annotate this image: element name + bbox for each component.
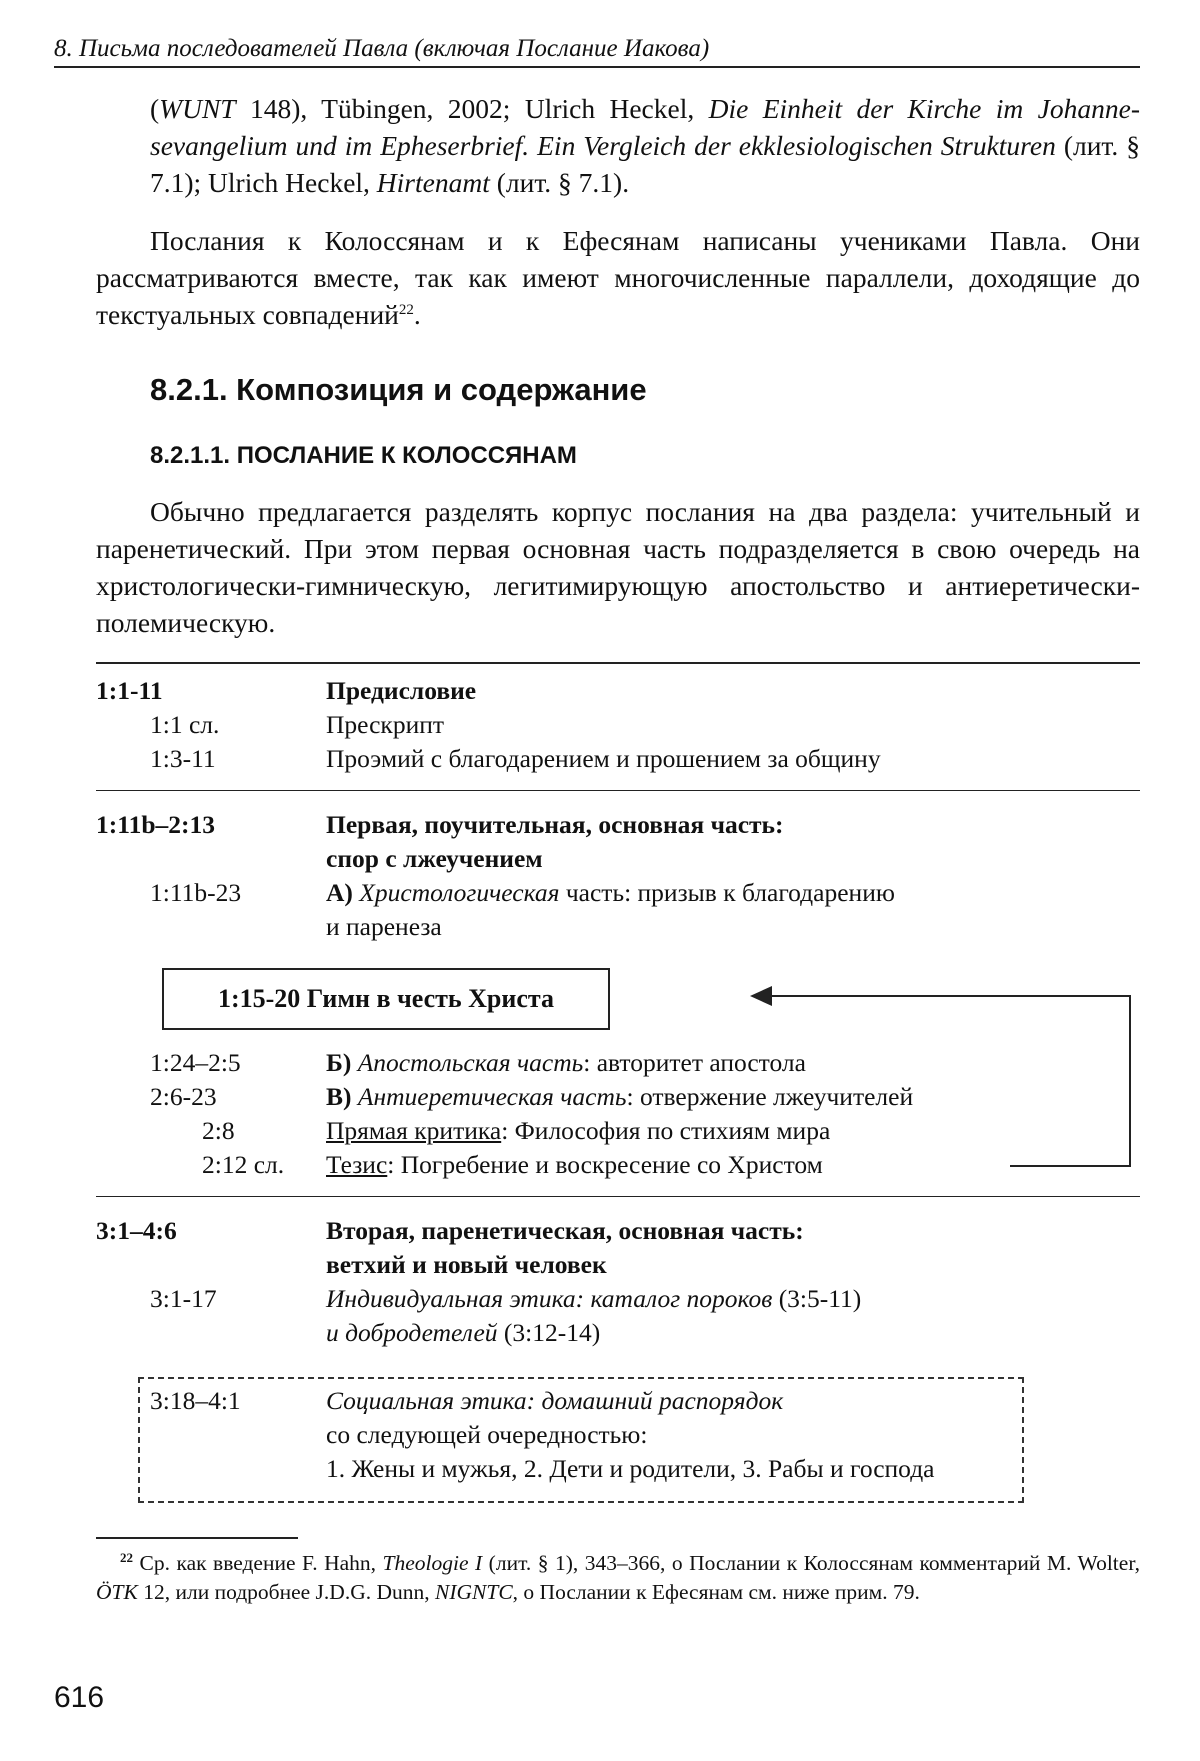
outline-item (326, 1046, 1116, 1080)
outline-ref: 1:11b–2:13 (96, 810, 216, 839)
outline-ref: 2:6-23 (150, 1082, 217, 1111)
item-text: : авторитет апостола (583, 1048, 806, 1077)
outline-ref: 1:1-11 (96, 676, 163, 705)
paragraph-text: Послания к Колоссянам и к Ефесянам написаны учениками Павла. Они рассматриваются вместе, так как имеют многочисленные параллели, доходящие до текстуальных совпадений (96, 225, 1140, 330)
outline-item (326, 1114, 1116, 1148)
item-underlined: Тезис (326, 1150, 388, 1179)
series-name: NIGNTC (435, 1580, 513, 1604)
outline-ref: 1:24–2:5 (150, 1048, 241, 1077)
item-label: Б) (326, 1048, 352, 1077)
outline-item (326, 1316, 1116, 1350)
item-text: (3:12-14) (497, 1318, 601, 1347)
outline-item: 1. Жены и мужья, 2. Дети и родители, 3. Рабы и господа (326, 1454, 935, 1483)
paragraph-structure: Обычно предлагается разделять корпус послания на два раздела: учительный и паренетический. При этом первая основная часть подразделяется в свою очередь на христологически-гимническую, легитимирующую апостольство и антиеретически-полемическую. (96, 496, 1140, 638)
section-heading: 8.2.1. Композиция и содержание (150, 372, 647, 407)
outline-item (326, 1080, 1116, 1114)
page-number: 616 (54, 1681, 105, 1714)
book-title: Die Einheit der Kirche im Johannesevangelium und im Epheserbrief. Ein Vergleich der ekklesiologischen Strukturen (150, 93, 1140, 161)
text-span: (лит. § 7.1). (489, 167, 630, 198)
item-label: В) (326, 1082, 352, 1111)
outline-ref: 3:1–4:6 (96, 1216, 177, 1245)
intro-references (150, 90, 1140, 201)
outline-ref: 1:3-11 (150, 744, 216, 773)
outline-ref: 2:8 (202, 1116, 235, 1145)
item-ital: Индивидуальная этика: каталог пороков (326, 1284, 773, 1313)
item-text: часть: призыв к благодарению (559, 878, 895, 907)
outline-item (326, 1282, 1116, 1316)
outline-item (326, 1148, 1116, 1182)
outline-ref: 3:1-17 (150, 1284, 217, 1313)
item-text: : отвержение лжеучителей (626, 1082, 914, 1111)
outline-title: Первая, поучительная, основная часть: (326, 810, 784, 839)
outline-ref: 1:11b-23 (150, 878, 242, 907)
text-span: , о Послании к Ефесянам см. ниже прим. 79. (512, 1580, 920, 1604)
item-ital: и добродетелей (326, 1318, 498, 1347)
text-span: ( (150, 93, 160, 124)
book-title: Theologie I (382, 1551, 483, 1575)
running-header: 8. Письма последователей Павла (включая Послание Иакова) (54, 34, 1140, 68)
outline-title: спор с лжеучением (326, 844, 543, 873)
arrow-head (750, 986, 772, 1006)
outline-ref: 2:12 сл. (202, 1150, 285, 1179)
outline-item: Прескрипт (326, 710, 445, 739)
outline-item: со следующей очередностью: (326, 1420, 648, 1449)
footnote-rule (96, 1537, 298, 1539)
hymn-box: 1:15-20 Гимн в честь Христа (162, 968, 610, 1030)
outline-item: Проэмий с благодарением и прошением за общину (326, 744, 881, 773)
outline-item: и паренеза (326, 912, 442, 941)
outline-item: Социальная этика: домашний распорядок (326, 1386, 784, 1415)
item-label: А) (326, 878, 353, 907)
text-span: (лит. § 1), 343–366, о Послании к Колоссянам комментарий M. Wolter, (482, 1551, 1140, 1575)
outline-item (326, 876, 1116, 910)
item-text: : Погребение и воскресение со Христом (387, 1150, 823, 1179)
footnote-marker[interactable]: 22 (398, 301, 414, 318)
item-text: (3:5-11) (772, 1284, 862, 1313)
footnote-number: 22 (120, 1549, 133, 1565)
text-span: Ср. как введение F. Hahn, (133, 1551, 383, 1575)
table-divider (96, 1196, 1140, 1197)
series-name: ÖTK (96, 1580, 138, 1604)
table-divider (96, 790, 1140, 791)
item-underlined: Прямая критика (326, 1116, 502, 1145)
outline-ref: 1:1 сл. (150, 710, 220, 739)
item-ital: Антиеретическая часть (357, 1082, 627, 1111)
outline-title: Вторая, паренетическая, основная часть: (326, 1216, 804, 1245)
subsection-heading: 8.2.1.1. ПОСЛАНИЕ К КОЛОССЯНАМ (150, 442, 577, 469)
series-name: WUNT (159, 93, 236, 124)
item-text: : Философия по стихиям мира (501, 1116, 831, 1145)
outline-title: Предисловие (326, 676, 477, 705)
item-ital: Апостольская часть (357, 1048, 584, 1077)
footnote (96, 1549, 1140, 1607)
outline-ref: 3:18–4:1 (150, 1386, 241, 1415)
text-span: . (413, 299, 421, 330)
table-top-rule (96, 662, 1140, 664)
outline-title: ветхий и новый человек (326, 1250, 607, 1279)
book-title: Hirtenamt (376, 167, 490, 198)
paragraph-intro (96, 222, 1140, 333)
text-span: 12, или подробнее J.D.G. Dunn, (137, 1580, 435, 1604)
text-span: (лит. § 7.1); Ulrich Heckel, (150, 130, 1140, 198)
item-ital: Христологическая (359, 878, 560, 907)
text-span: 148), Tübingen, 2002; Ulrich Heckel, (235, 93, 709, 124)
